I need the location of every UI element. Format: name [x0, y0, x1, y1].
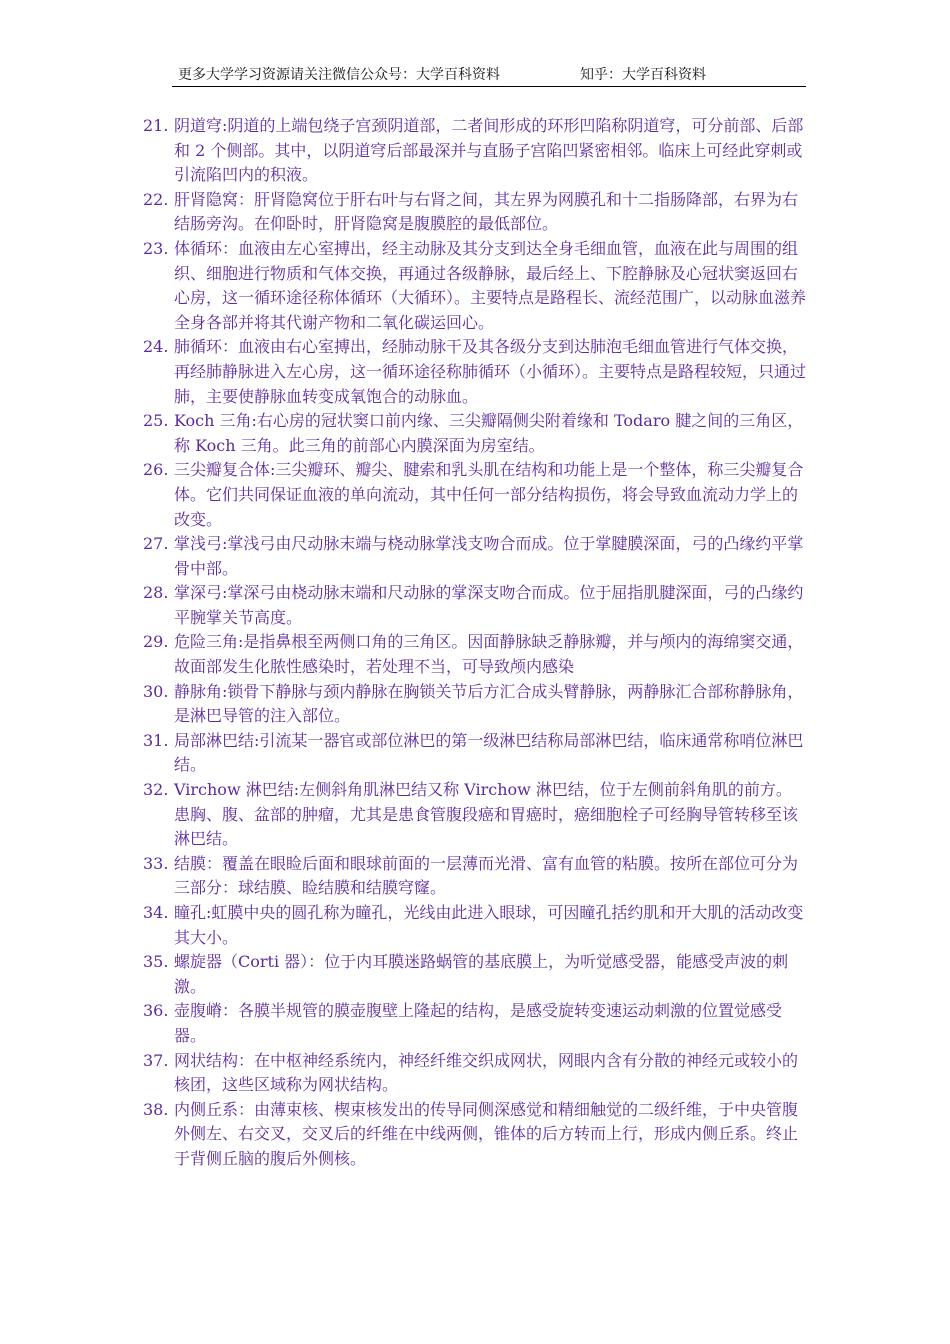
- item-number: 27.: [143, 534, 169, 554]
- list-item: [143, 458, 807, 532]
- item-text: 肝肾隐窝：肝肾隐窝位于肝右叶与右肾之间，其左界为网膜孔和十二指肠降部，右界为右结肠旁沟。在仰卧时，肝肾隐窝是腹膜腔的最低部位。: [174, 189, 799, 234]
- list-item: [143, 188, 807, 237]
- list-item: [143, 778, 807, 852]
- item-number: 30.: [143, 681, 169, 701]
- item-text: 危险三角:是指鼻根至两侧口角的三角区。因面静脉缺乏静脉瓣，并与颅内的海绵窦交通，故面部发生化脓性感染时，若处理不当，可导致颅内感染: [174, 632, 804, 677]
- item-number: 23.: [143, 238, 169, 258]
- item-text: 局部淋巴结:引流某一器官或部位淋巴的第一级淋巴结称局部淋巴结，临床通常称哨位淋巴结。: [174, 730, 804, 775]
- list-item: [143, 852, 807, 901]
- list-item: [143, 630, 807, 679]
- list-item: [143, 237, 807, 335]
- item-text: Koch 三角:右心房的冠状窦口前内缘、三尖瓣隔侧尖附着缘和 Todaro 腱之间的三角区，称 Koch 三角。此三角的前部心内膜深面为房室结。: [174, 411, 804, 455]
- list-item: [143, 581, 807, 630]
- item-text: 静脉角:锁骨下静脉与颈内静脉在胸锁关节后方汇合成头臂静脉，两静脉汇合部称静脉角，是淋巴导管的注入部位。: [174, 681, 804, 726]
- item-text: 壶腹嵴：各膜半规管的膜壶腹壁上隆起的结构，是感受旋转变速运动刺激的位置觉感受器。: [174, 1001, 783, 1045]
- item-number: 24.: [143, 337, 169, 357]
- item-text: 三尖瓣复合体:三尖瓣环、瓣尖、腱索和乳头肌在结构和功能上是一个整体，称三尖瓣复合体。它们共同保证血液的单向流动，其中任何一部分结构损伤，将会导致血流动力学上的改变。: [174, 460, 804, 529]
- item-text: 螺旋器（Corti 器）：位于内耳膜迷路蜗管的基底膜上，为听觉感受器，能感受声波的刺激。: [174, 952, 789, 996]
- item-number: 29.: [143, 632, 169, 652]
- item-number: 37.: [143, 1050, 169, 1070]
- item-number: 25.: [143, 411, 169, 431]
- definition-list: [143, 114, 807, 1172]
- item-text: Virchow 淋巴结:左侧斜角肌淋巴结又称 Virchow 淋巴结，位于左侧前斜角肌的前方。患胸、腹、盆部的肿瘤，尤其是患食管腹段癌和胃癌时，癌细胞栓子可经胸导管转移至该淋巴结。: [174, 780, 799, 849]
- item-text: 掌浅弓:掌浅弓由尺动脉末端与桡动脉掌浅支吻合而成。位于掌腱膜深面，弓的凸缘约平掌骨中部。: [174, 534, 804, 578]
- item-number: 35.: [143, 952, 169, 972]
- header-right-text: 知乎：大学百科资料: [580, 67, 706, 83]
- list-item: [143, 950, 807, 999]
- item-number: 26.: [143, 460, 169, 480]
- item-text: 阴道穹:阴道的上端包绕子宫颈阴道部，二者间形成的环形凹陷称阴道穹，可分前部、后部和 2 个侧部。其中，以阴道穹后部最深并与直肠子宫陷凹紧密相邻。临床上可经此穿刺或引流陷凹内的积液。: [174, 116, 804, 185]
- item-text: 内侧丘系：由薄束核、楔束核发出的传导同侧深感觉和精细触觉的二级纤维，于中央管腹外侧左、右交叉，交叉后的纤维在中线两侧，锥体的后方转而上行，形成内侧丘系。终止于背侧丘脑的腹后外侧核。: [174, 1099, 799, 1168]
- header-left-text: 更多大学学习资源请关注微信公众号：大学百科资料: [178, 67, 500, 83]
- list-item: [143, 335, 807, 409]
- item-text: 结膜：覆盖在眼睑后面和眼球前面的一层薄而光滑、富有血管的粘膜。按所在部位可分为三部分：球结膜、睑结膜和结膜穹窿。: [174, 853, 799, 898]
- item-number: 22.: [143, 189, 169, 209]
- page-header: [172, 62, 806, 87]
- item-number: 32.: [143, 780, 169, 800]
- list-item: [143, 409, 807, 458]
- item-number: 28.: [143, 583, 169, 603]
- item-number: 38.: [143, 1099, 169, 1119]
- item-text: 网状结构：在中枢神经系统内，神经纤维交织成网状，网眼内含有分散的神经元或较小的核团，这些区域称为网状结构。: [174, 1050, 799, 1095]
- item-number: 31.: [143, 730, 169, 750]
- list-item: [143, 114, 807, 188]
- item-text: 瞳孔:虹膜中央的圆孔称为瞳孔，光线由此进入眼球，可因瞳孔括约肌和开大肌的活动改变其大小。: [174, 903, 804, 947]
- list-item: [143, 532, 807, 581]
- item-text: 肺循环：血液由右心室搏出，经肺动脉干及其各级分支到达肺泡毛细血管进行气体交换，再经肺静脉进入左心房，这一循环途径称肺循环（小循环）。主要特点是路程较短，只通过肺，主要使静脉血转变成氧饱合的动脉血。: [174, 337, 807, 406]
- item-text: 体循环：血液由左心室搏出，经主动脉及其分支到达全身毛细血管，血液在此与周围的组织、细胞进行物质和气体交换，再通过各级静脉，最后经上、下腔静脉及心冠状窦返回右心房，这一循环途径称体循环（大循环）。主要特点是路程长、流经范围广，以动脉血滋养全身各部并将其代谢产物和二氧化碳运回心。: [174, 238, 807, 332]
- list-item: [143, 999, 807, 1048]
- item-number: 36.: [143, 1001, 169, 1021]
- item-number: 34.: [143, 903, 169, 922]
- list-item: [143, 680, 807, 729]
- item-number: 33.: [143, 853, 169, 873]
- list-item: [143, 901, 807, 950]
- item-number: 21.: [143, 116, 169, 135]
- list-item: [143, 729, 807, 778]
- list-item: [143, 1098, 807, 1172]
- list-item: [143, 1049, 807, 1098]
- item-text: 掌深弓:掌深弓由桡动脉末端和尺动脉的掌深支吻合而成。位于屈指肌腱深面，弓的凸缘约平腕掌关节高度。: [174, 583, 804, 627]
